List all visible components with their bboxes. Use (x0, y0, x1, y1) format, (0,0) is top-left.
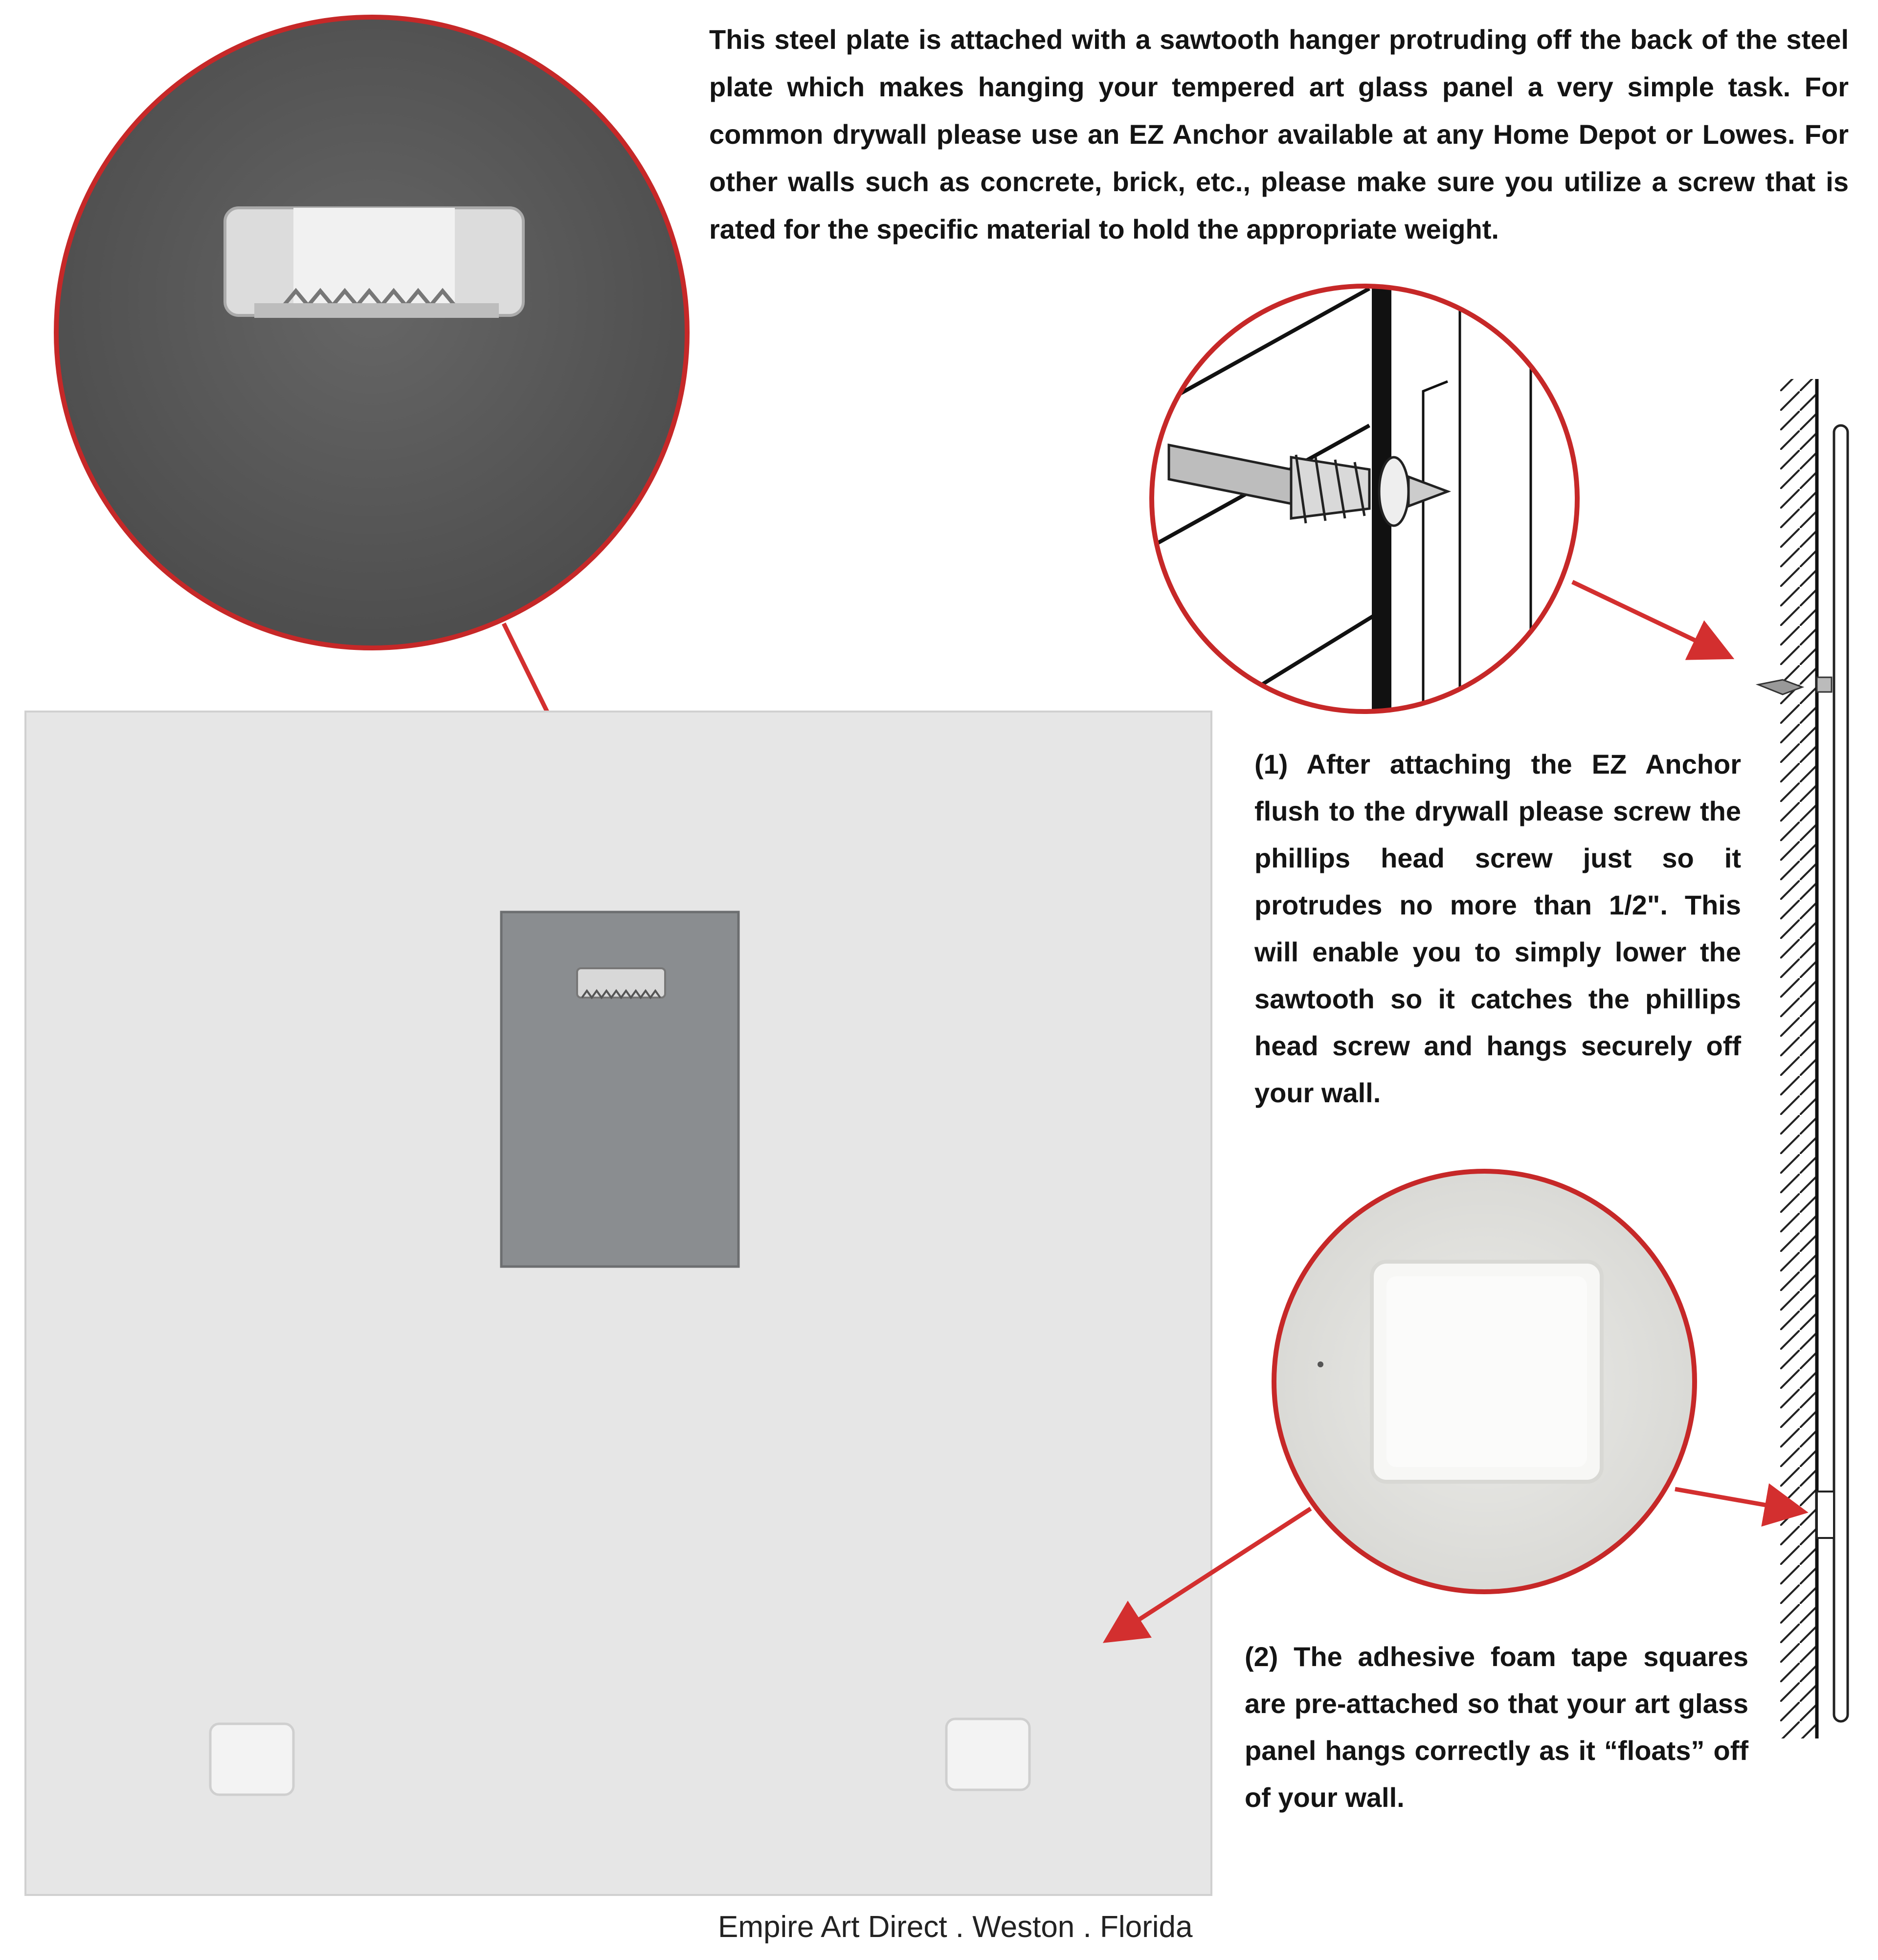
foam-square-right (946, 1719, 1029, 1790)
anchor-zoom-callout (1149, 284, 1577, 724)
step-two-paragraph: (2) The adhesive foam tape squares are pre-attached so that your art glass panel hangs correctly as it “floats” off of your wall. (1245, 1641, 1748, 1813)
steel-plate (501, 912, 738, 1267)
footer-credit: Empire Art Direct . Weston . Florida (718, 1910, 1193, 1944)
intro-paragraph: This steel plate is attached with a sawtooth hanger protruding off the back of the steel plate which makes hanging your tempered art glass panel a very simple task. For common drywall please use an EZ Anchor available at any Home Depot or Lowes. For other walls such as concrete, brick, etc., please make sure you utilize a screw that is rated for the specific material to hold the appropriate weight. (709, 24, 1849, 245)
foam-square-left (210, 1724, 293, 1795)
hanger-zoom-callout (56, 17, 687, 648)
foam-zoom-callout (1274, 1171, 1695, 1592)
sawtooth-hanger (577, 968, 665, 998)
wall-cross-section (1758, 379, 1848, 1738)
step-one-paragraph: (1) After attaching the EZ Anchor flush to the drywall please screw the phillips head screw just so it protrudes no more than 1/2". This will enable you to simply lower the sawtooth so it catches the phillips head screw and hangs securely off your wall. (1254, 749, 1741, 1108)
arrow-to-wall-anchor (1572, 582, 1726, 655)
glass-panel-back (25, 712, 1211, 1895)
